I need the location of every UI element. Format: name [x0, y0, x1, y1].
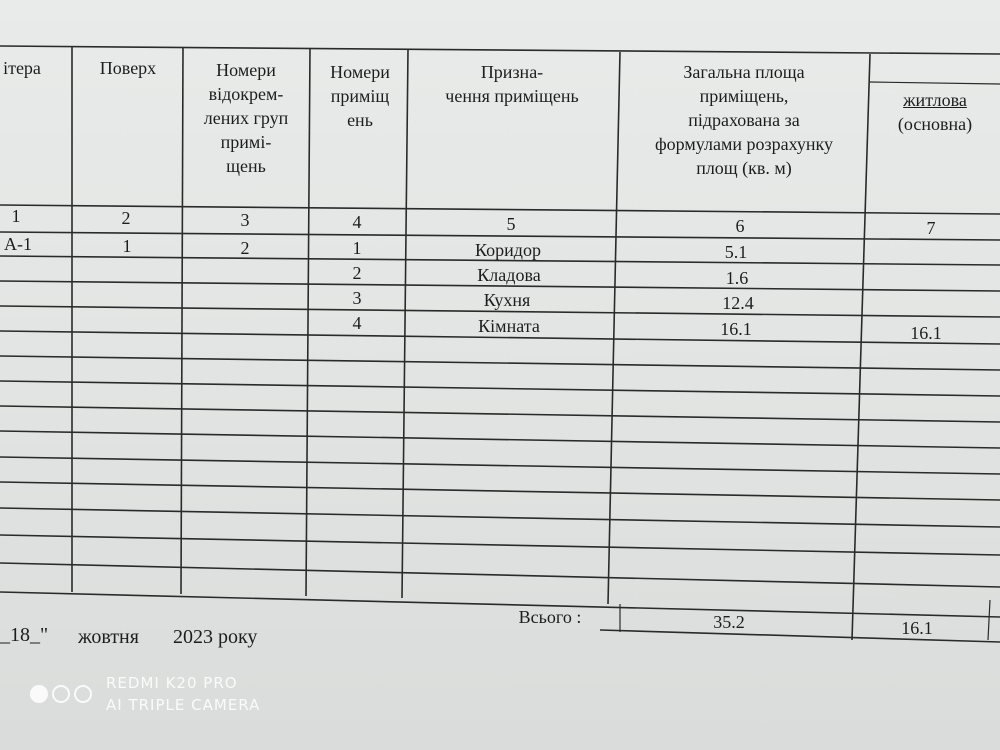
col-number: 1	[11, 206, 21, 226]
total-living: 16.1	[901, 618, 933, 638]
cell-area: 5.1	[724, 242, 748, 262]
col-number: 3	[240, 210, 250, 230]
date-year: 2023 року	[173, 626, 258, 648]
header-floor: Поверх	[99, 58, 157, 78]
date-month: жовтня	[78, 626, 139, 648]
col-number: 2	[121, 208, 131, 228]
col-number: 4	[352, 212, 362, 232]
cell-area: 16.1	[720, 319, 752, 339]
cell-purpose: Кімната	[478, 316, 540, 336]
cell-floor: 1	[122, 236, 132, 256]
header-room-numbers: Номери приміщ ень	[330, 62, 390, 130]
cell-room: 4	[352, 313, 362, 333]
header-purpose: Призна- чення приміщень	[445, 62, 579, 106]
header-living-area: житлова (основна)	[897, 90, 973, 134]
col-number: 6	[735, 216, 745, 236]
cell-area: 12.4	[722, 293, 754, 313]
cell-living: 16.1	[910, 323, 942, 343]
total-label: Всього :	[518, 607, 582, 627]
camera-dots-icon	[30, 685, 92, 703]
cell-group: 2	[240, 238, 250, 258]
watermark-camera: AI TRIPLE CAMERA	[106, 696, 261, 714]
cell-litera: А-1	[4, 234, 32, 254]
header-total-area: Загальна площа приміщень, підрахована за формулами розрахунку площ (кв. м)	[654, 62, 834, 178]
header-room-groups: Номери відокрем- лених груп примі- щень	[203, 60, 289, 176]
watermark-model: REDMI K20 PRO	[106, 674, 238, 692]
col-number: 7	[926, 218, 936, 238]
date-day: _18_"	[0, 624, 49, 646]
cell-purpose: Кладова	[477, 265, 541, 285]
cell-room: 1	[352, 238, 362, 258]
cell-purpose: Коридор	[475, 240, 541, 260]
cell-room: 2	[352, 263, 362, 283]
cell-area: 1.6	[725, 268, 749, 288]
col-number: 5	[506, 214, 516, 234]
cell-purpose: Кухня	[483, 290, 531, 310]
total-area: 35.2	[713, 612, 745, 632]
cell-room: 3	[352, 288, 362, 308]
header-litera: ітера	[3, 58, 41, 78]
camera-watermark	[30, 672, 260, 716]
